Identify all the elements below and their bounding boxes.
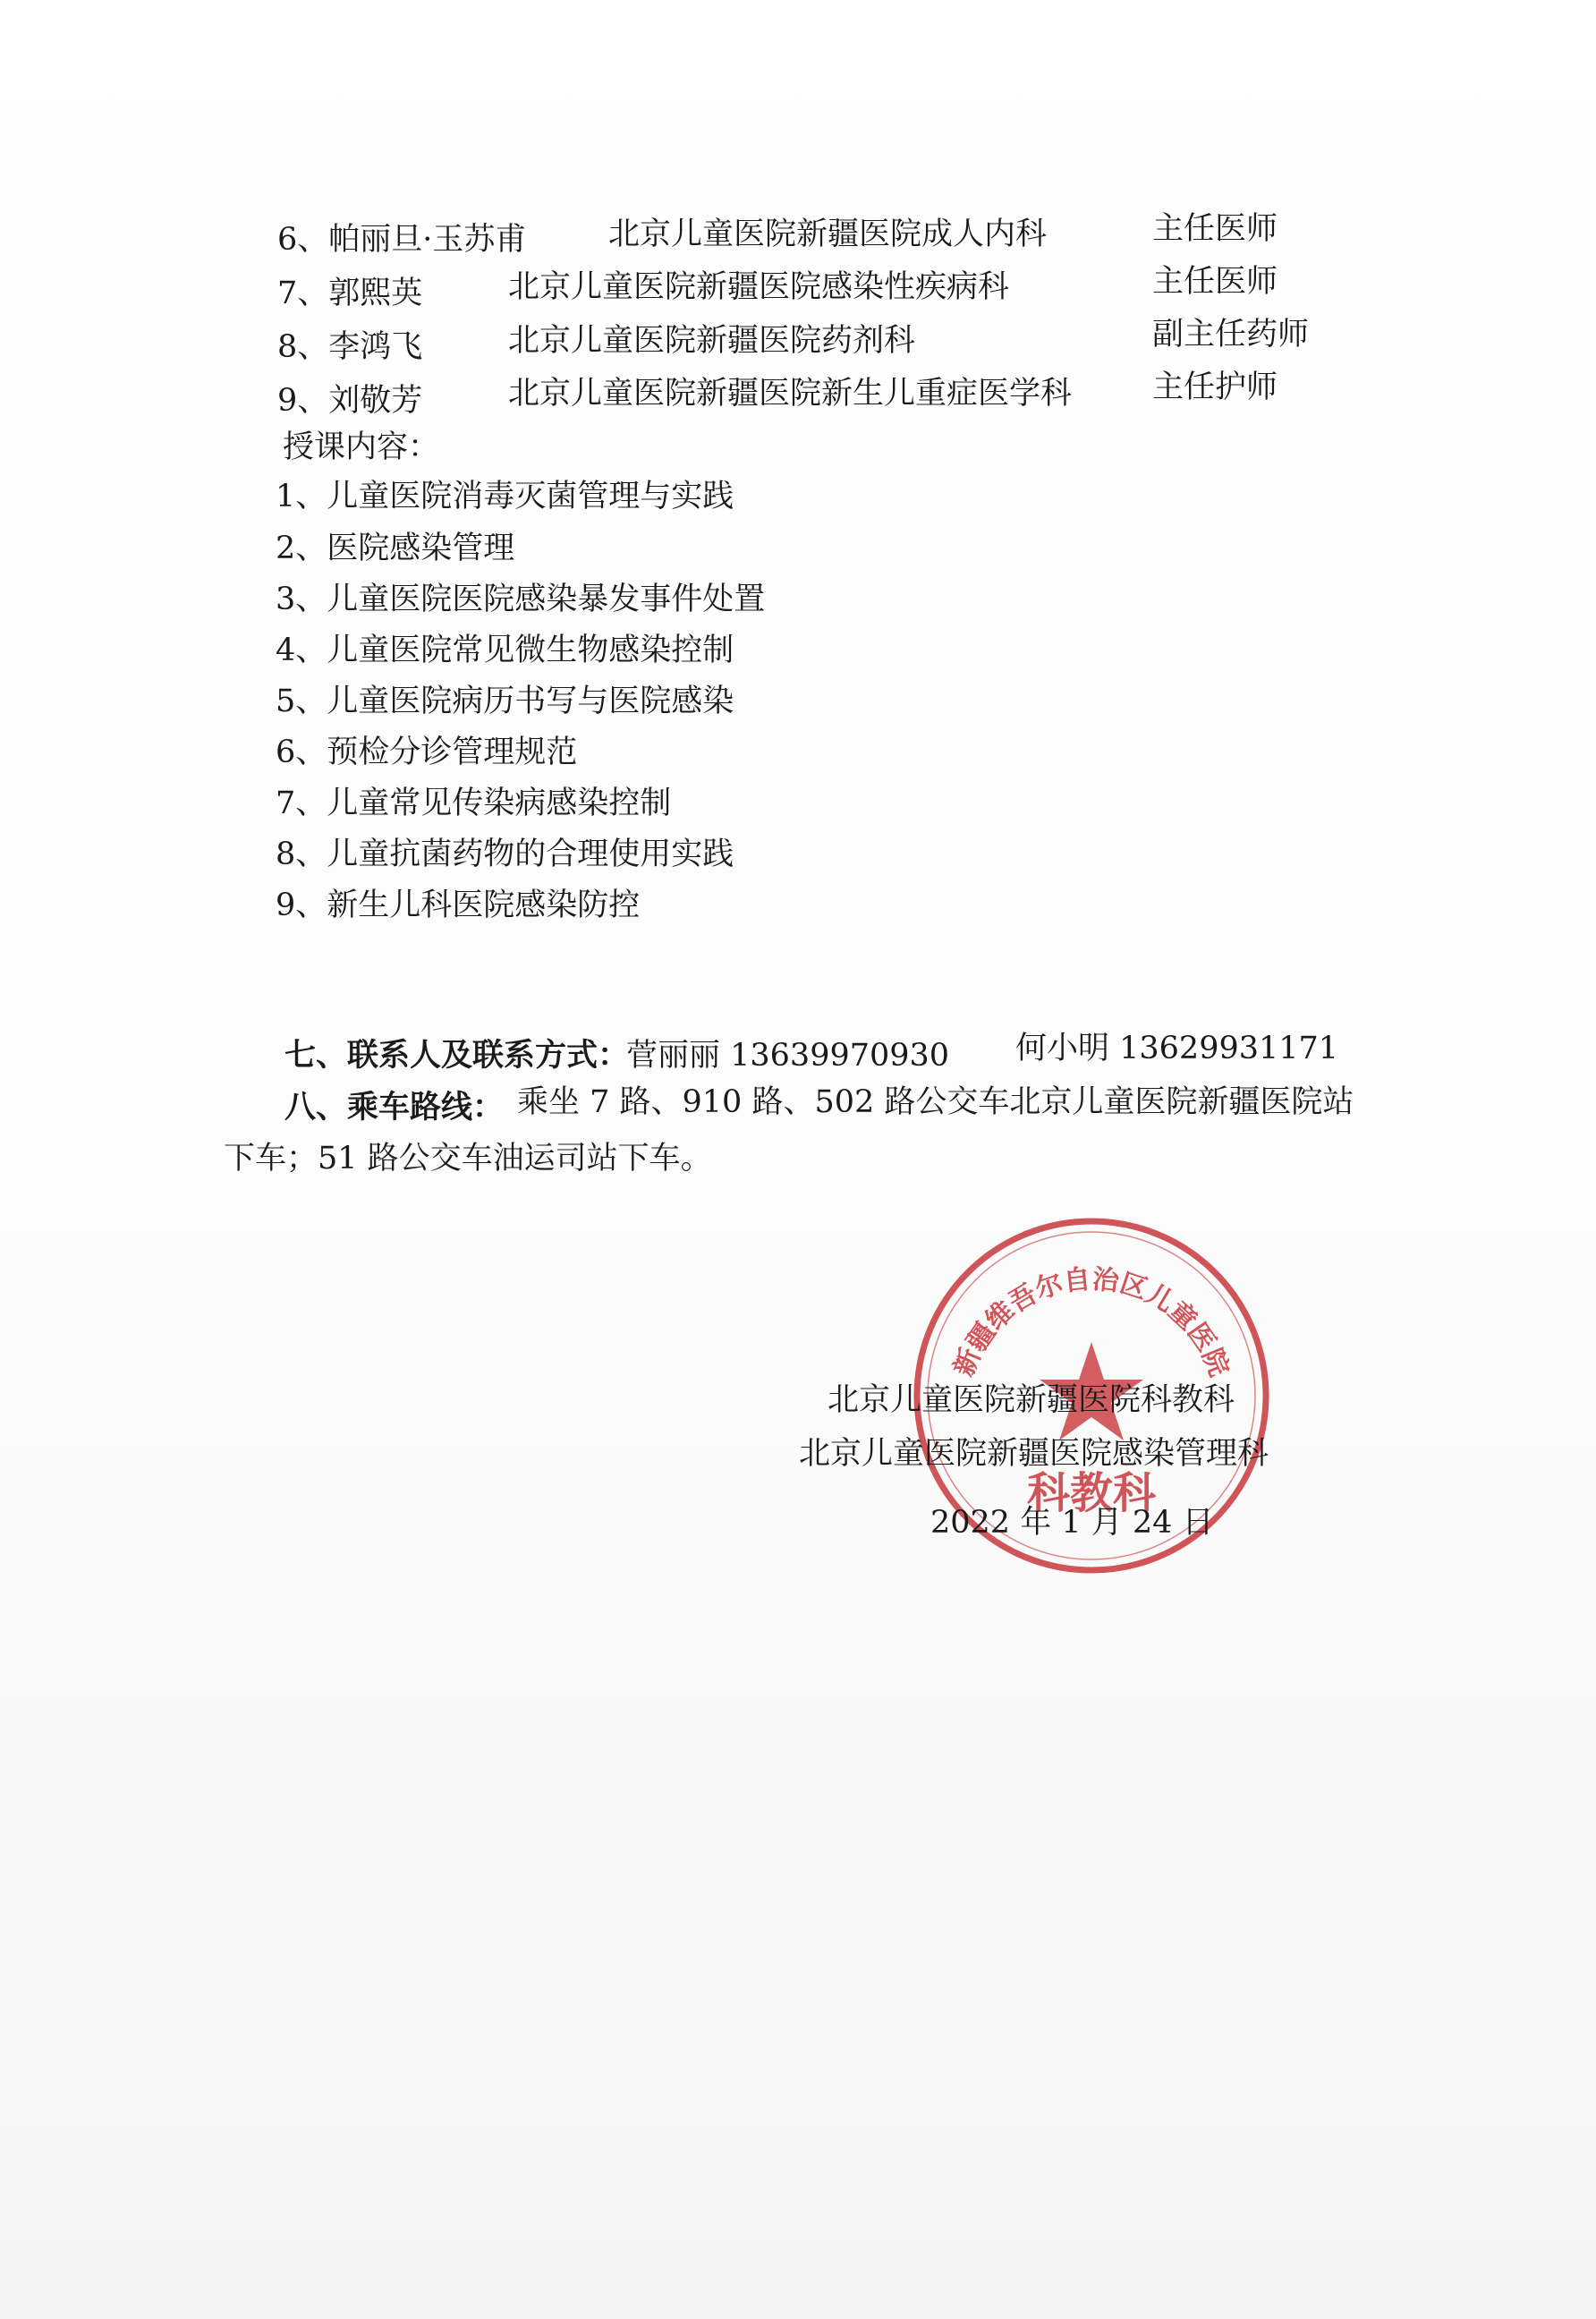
route-label: 八、乘车路线： (284, 1089, 505, 1126)
staff-dept: 北京儿童医院新疆医院感染性疾病科 (508, 269, 1010, 305)
route-line-2: 下车；51 路公交车油运司站下车。 (224, 1141, 712, 1176)
content-heading: 授课内容： (283, 429, 440, 465)
contact-person-1: 菅丽丽 13639970930 (626, 1038, 950, 1074)
list-item: 8、儿童抗菌药物的合理使用实践 (276, 837, 734, 872)
contact-person-2: 何小明 13629931171 (1015, 1031, 1339, 1066)
list-item: 5、儿童医院病历书写与医院感染 (276, 684, 734, 719)
staff-dept: 北京儿童医院新疆医院成人内科 (608, 217, 1048, 252)
staff-num-name: 7、郭熙英 (277, 276, 423, 311)
staff-title: 主任医师 (1152, 264, 1278, 300)
list-item: 4、儿童医院常见微生物感染控制 (276, 633, 734, 668)
staff-num-name: 9、刘敬芳 (277, 383, 423, 419)
staff-dept: 北京儿童医院新疆医院新生儿重症医学科 (508, 376, 1073, 412)
staff-title: 副主任药师 (1152, 317, 1310, 353)
list-item: 1、儿童医院消毒灭菌管理与实践 (276, 479, 734, 514)
staff-title: 主任护师 (1152, 370, 1278, 405)
staff-num-name: 8、李鸿飞 (277, 329, 423, 365)
seal-bottom-text: 科教科 (1026, 1468, 1157, 1518)
signature-org-2: 北京儿童医院新疆医院感染管理科 (799, 1436, 1269, 1472)
list-item: 7、儿童常见传染病感染控制 (276, 786, 672, 821)
route-line-1: 乘坐 7 路、910 路、502 路公交车北京儿童医院新疆医院站 (517, 1084, 1354, 1120)
list-item: 9、新生儿科医院感染防控 (276, 888, 641, 923)
signature-org-1: 北京儿童医院新疆医院科教科 (828, 1382, 1235, 1418)
list-item: 6、预检分诊管理规范 (276, 735, 578, 770)
list-item: 3、儿童医院医院感染暴发事件处置 (276, 582, 766, 617)
signature-date: 2022 年 1 月 24 日 (930, 1505, 1214, 1541)
staff-num-name: 6、帕丽旦·玉苏甫 (277, 222, 527, 258)
list-item: 2、医院感染管理 (276, 531, 515, 566)
contact-label: 七、联系人及联系方式： (284, 1037, 630, 1074)
seal-top-text: 新疆维吾尔自治区儿童医院 (947, 1263, 1235, 1381)
staff-dept: 北京儿童医院新疆医院药剂科 (508, 323, 916, 359)
staff-title: 主任医师 (1152, 211, 1278, 247)
